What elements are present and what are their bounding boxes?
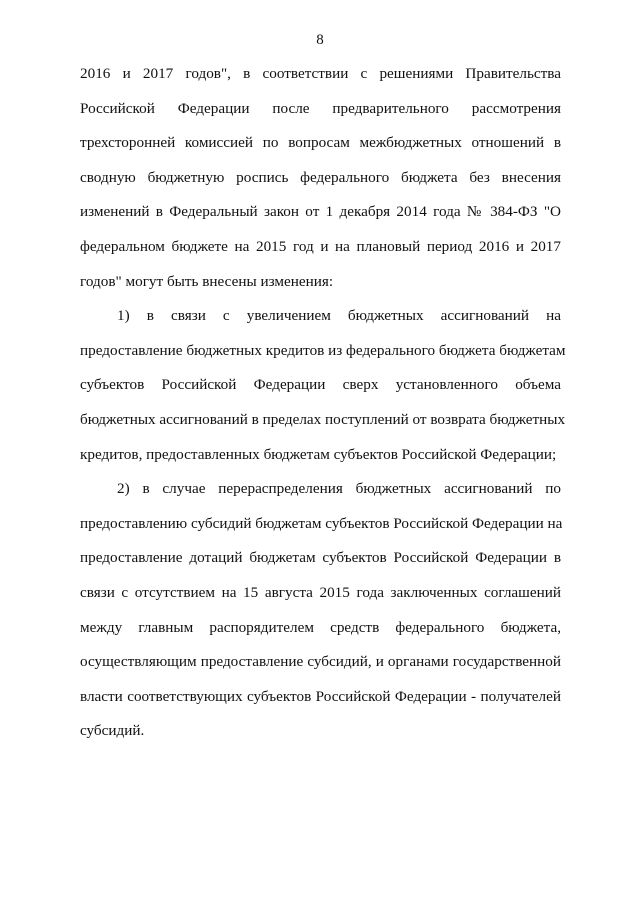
document-body — [80, 62, 566, 754]
text-line: 2016 и 2017 годов", в соответствии с решениями Правительства — [80, 65, 561, 82]
text-line: изменений в Федеральный закон от 1 декабря 2014 года № 384-ФЗ "О — [80, 203, 561, 221]
text-line: между главным распорядителем средств федерального бюджета, — [80, 618, 561, 636]
text-line: сводную бюджетную роспись федерального бюджета без внесения — [80, 168, 561, 186]
text-line: трехсторонней комиссией по вопросам межбюджетных отношений в — [80, 134, 561, 152]
text-line: связи с отсутствием на 15 августа 2015 года заключенных соглашений — [80, 583, 561, 601]
text-line: бюджетных ассигнований в пределах поступлений от возврата бюджетных — [80, 410, 566, 428]
text-line: предоставление дотаций бюджетам субъектов Российской Федерации в — [80, 549, 561, 567]
paragraph-3 — [80, 477, 561, 754]
text-line: 2) в случае перераспределения бюджетных ассигнований по — [117, 480, 561, 498]
text-line: кредитов, предоставленных бюджетам субъектов Российской Федерации; — [80, 445, 557, 463]
page-number: 8 — [316, 32, 324, 48]
text-line: осуществляющим предоставление субсидий, и органами государственной — [80, 653, 561, 671]
text-line: Российской Федерации после предварительного рассмотрения — [80, 99, 561, 117]
text-line: субъектов Российской Федерации сверх установленного объема — [80, 376, 561, 394]
paragraph-1 — [80, 62, 561, 304]
text-line: предоставлению субсидий бюджетам субъектов Российской Федерации на — [80, 514, 563, 532]
text-line: власти соответствующих субъектов Российской Федерации - получателей — [80, 687, 561, 705]
paragraph-2 — [80, 304, 566, 477]
text-line: 1) в связи с увеличением бюджетных ассигнований на — [117, 307, 561, 325]
text-line: федеральном бюджете на 2015 год и на плановый период 2016 и 2017 — [80, 237, 561, 255]
text-line: предоставление бюджетных кредитов из федерального бюджета бюджетам — [80, 341, 566, 359]
text-line: годов" могут быть внесены изменения: — [80, 272, 334, 290]
text-line: субсидий. — [80, 722, 145, 740]
